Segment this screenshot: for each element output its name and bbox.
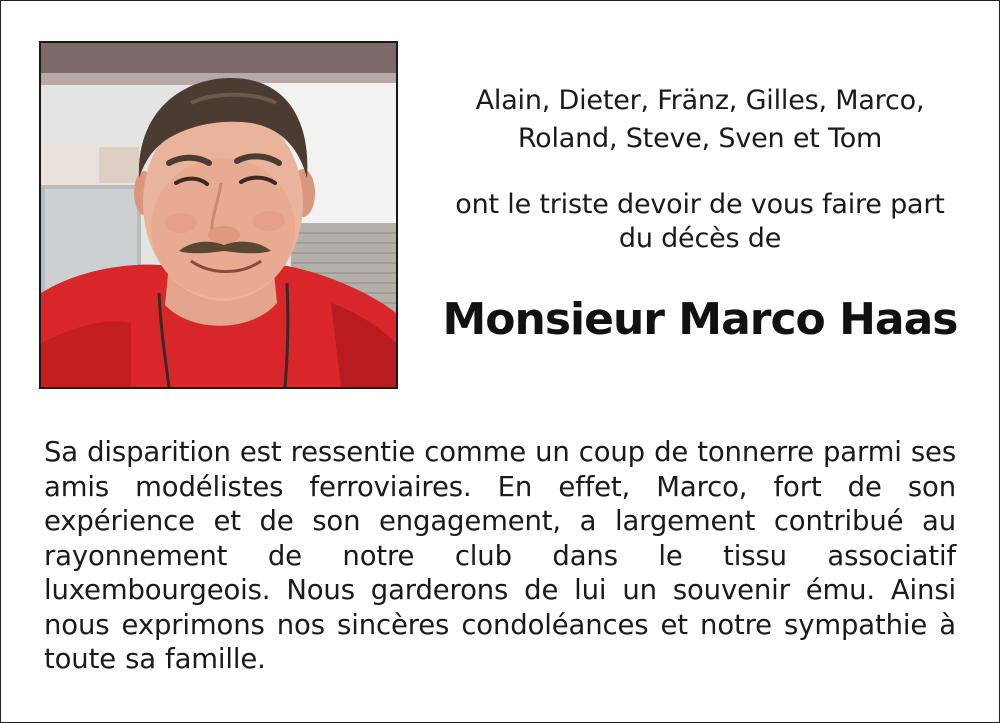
sender-names-line-2: Roland, Steve, Sven et Tom (517, 123, 883, 154)
portrait-photo (39, 41, 398, 389)
sender-names (420, 82, 980, 158)
announcement-intro (420, 188, 980, 256)
condolence-message: Sa disparition est ressentie comme un coup de tonnerre parmi ses amis modélistes ferroviaires. En effet, Marco, fort de son expérience et de son engagement, a largement contribué au rayonnement de notre club dans le tissu associatif luxembourgeois. Nous garderons de lui un souvenir ému. Ainsi nous exprimons nos sincères condoléances et notre sympathie à toute sa famille. (44, 436, 956, 675)
deceased-name: Monsieur Marco Haas (442, 294, 958, 345)
announcement-intro-line-2: du décès de (618, 223, 782, 254)
announcement-intro-line-1: ont le triste devoir de vous faire part (455, 189, 945, 220)
sender-names-line-1: Alain, Dieter, Fränz, Gilles, Marco, (475, 85, 925, 116)
